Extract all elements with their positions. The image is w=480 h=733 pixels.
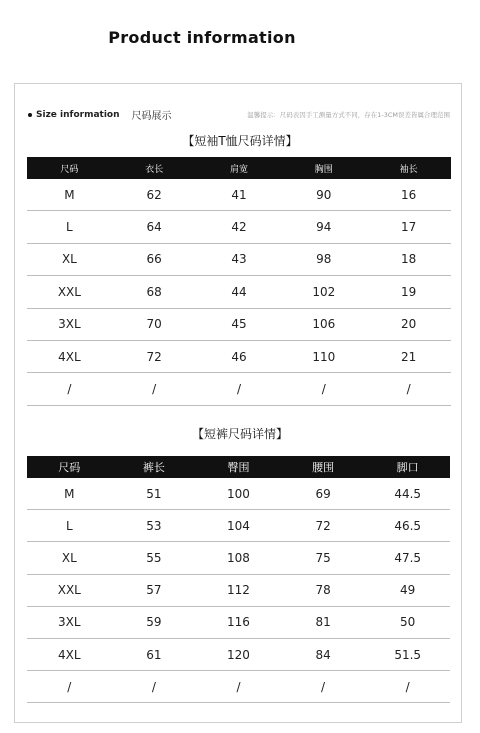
table-cell: / [27, 671, 112, 703]
page-title: Product information [108, 28, 296, 47]
table-cell: 20 [366, 308, 451, 340]
table-cell: 120 [196, 638, 281, 670]
table-cell: 42 [197, 211, 282, 243]
table-row [27, 340, 451, 372]
column-header: 胸围 [281, 157, 366, 179]
table-cell: / [27, 373, 112, 405]
table-cell: 51.5 [365, 638, 450, 670]
table-cell: XL [27, 542, 112, 574]
table-cell: 108 [196, 542, 281, 574]
table-cell: 106 [281, 308, 366, 340]
table-header-row [27, 456, 450, 478]
column-header: 腰围 [281, 456, 366, 478]
table-row [27, 574, 450, 606]
table-cell: 46.5 [365, 510, 450, 542]
tshirt-section-title: 【短袖T恤尺码详情】 [182, 134, 298, 148]
table-cell: / [196, 671, 281, 703]
column-header: 脚口 [365, 456, 450, 478]
table-cell: 43 [197, 243, 282, 275]
shorts-section-title: 【短裤尺码详情】 [191, 427, 288, 441]
column-header: 尺码 [27, 456, 112, 478]
table-cell: 75 [281, 542, 366, 574]
table-header-row [27, 157, 451, 179]
table-cell: 98 [281, 243, 366, 275]
table-cell: / [366, 373, 451, 405]
table-cell: 72 [281, 510, 366, 542]
size-info-zh: 尺码展示 [131, 111, 172, 122]
table-cell: 47.5 [365, 542, 450, 574]
table-cell: / [112, 671, 197, 703]
table-cell: 41 [197, 179, 282, 211]
measurement-tip: 温馨提示：尺码表因手工测量方式不同，存在1-3CM误差皆属合理范围 [247, 111, 450, 119]
table-row [27, 542, 450, 574]
table-cell: 16 [366, 179, 451, 211]
table-cell: 61 [112, 638, 197, 670]
table-cell: L [27, 211, 112, 243]
table-cell: 84 [281, 638, 366, 670]
table-cell: 78 [281, 574, 366, 606]
table-cell: / [197, 373, 282, 405]
table-cell: XXL [27, 276, 112, 308]
table-row [27, 510, 450, 542]
table-row [27, 276, 451, 308]
table-row [27, 478, 450, 510]
table-row [27, 243, 451, 275]
table-row [27, 308, 451, 340]
column-header: 裤长 [112, 456, 197, 478]
table-cell: 94 [281, 211, 366, 243]
table-cell: 66 [112, 243, 197, 275]
table-cell: 21 [366, 340, 451, 372]
table-cell: 4XL [27, 340, 112, 372]
table-cell: / [281, 373, 366, 405]
column-header: 尺码 [27, 157, 112, 179]
table-row [27, 671, 450, 703]
table-cell: 90 [281, 179, 366, 211]
size-info-en: Size information [36, 109, 120, 120]
table-cell: 72 [112, 340, 197, 372]
table-cell: 55 [112, 542, 197, 574]
column-header: 肩宽 [197, 157, 282, 179]
table-cell: XL [27, 243, 112, 275]
size-information-label [28, 107, 172, 122]
table-cell: 4XL [27, 638, 112, 670]
table-row [27, 211, 451, 243]
table-cell: 112 [196, 574, 281, 606]
table-cell: 46 [197, 340, 282, 372]
table-cell: 116 [196, 606, 281, 638]
column-header: 臀围 [196, 456, 281, 478]
table-cell: 53 [112, 510, 197, 542]
table-cell: M [27, 179, 112, 211]
table-cell: 110 [281, 340, 366, 372]
table-cell: 3XL [27, 606, 112, 638]
table-cell: 18 [366, 243, 451, 275]
shorts-size-table [27, 456, 450, 703]
table-cell: 102 [281, 276, 366, 308]
column-header: 袖长 [366, 157, 451, 179]
table-cell: 3XL [27, 308, 112, 340]
table-cell: 51 [112, 478, 197, 510]
table-row [27, 373, 451, 405]
table-cell: 49 [365, 574, 450, 606]
table-cell: / [112, 373, 197, 405]
table-row [27, 638, 450, 670]
table-cell: 59 [112, 606, 197, 638]
tshirt-size-table [27, 157, 451, 406]
table-cell: 68 [112, 276, 197, 308]
table-cell: 69 [281, 478, 366, 510]
table-cell: / [281, 671, 366, 703]
table-cell: 64 [112, 211, 197, 243]
table-cell: 104 [196, 510, 281, 542]
table-cell: 70 [112, 308, 197, 340]
table-row [27, 606, 450, 638]
table-cell: L [27, 510, 112, 542]
table-cell: 50 [365, 606, 450, 638]
table-cell: 57 [112, 574, 197, 606]
table-cell: / [365, 671, 450, 703]
table-cell: 45 [197, 308, 282, 340]
table-cell: 19 [366, 276, 451, 308]
table-cell: XXL [27, 574, 112, 606]
table-cell: 17 [366, 211, 451, 243]
table-row [27, 179, 451, 211]
table-cell: 62 [112, 179, 197, 211]
table-cell: 44.5 [365, 478, 450, 510]
table-cell: 81 [281, 606, 366, 638]
table-cell: M [27, 478, 112, 510]
bullet-icon [28, 113, 32, 117]
table-cell: 44 [197, 276, 282, 308]
column-header: 衣长 [112, 157, 197, 179]
table-cell: 100 [196, 478, 281, 510]
